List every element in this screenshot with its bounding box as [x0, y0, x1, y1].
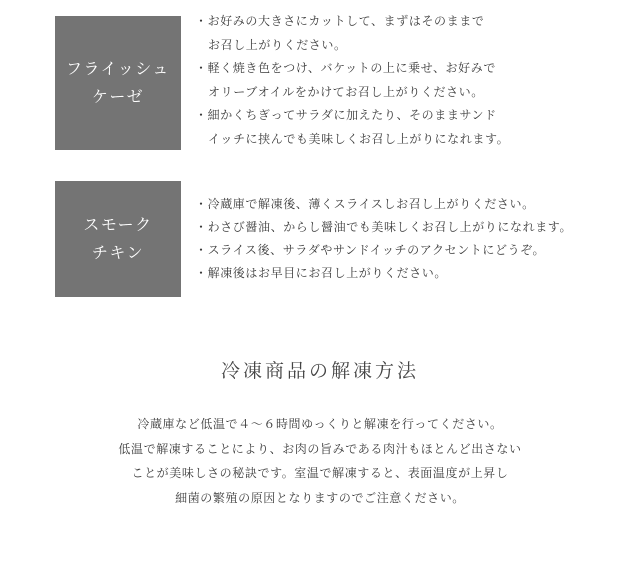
serving-tip: ・わさび醤油、からし醤油でも美味しくお召し上がりになれます。: [195, 220, 573, 234]
description-line: 低温で解凍することにより、お肉の旨みである肉汁もほとんど出さない: [118, 441, 522, 456]
serving-tip-continued: オリーブオイルをかけてお召し上がりください。: [208, 84, 484, 99]
product-name-line-1: フライッシュ: [66, 59, 170, 78]
description-line: 冷蔵庫など低温で４～６時間ゆっくりと解凍を行ってください。: [137, 417, 503, 431]
serving-tip: ・冷蔵庫で解凍後、薄くスライスしお召し上がりください。: [195, 197, 535, 211]
serving-tips-list: [195, 10, 509, 151]
thawing-description: [0, 412, 640, 510]
product-label-box: [55, 16, 181, 150]
serving-tip: ・スライス後、サラダやサンドイッチのアクセントにどうぞ。: [195, 243, 546, 257]
serving-tip-continued: イッチに挟んでも美味しくお召し上がりになれます。: [208, 131, 510, 146]
serving-tip: ・解凍後はお早目にお召し上がりください。: [195, 266, 448, 280]
serving-tip: ・軽く焼き色をつけ、バケットの上に乗せ、お好みで: [195, 61, 496, 75]
product-name-line-2: ケーゼ: [91, 87, 145, 106]
description-line: 細菌の繁殖の原因となりますのでご注意ください。: [175, 490, 465, 505]
serving-tip: ・細かくちぎってサラダに加えたり、そのままサンド: [195, 108, 497, 122]
serving-tip-continued: お召し上がりください。: [208, 37, 347, 52]
description-line: ことが美味しさの秘訣です。室温で解凍すると、表面温度が上昇し: [131, 466, 509, 480]
serving-tip: ・お好みの大きさにカットして、まずはそのままで: [195, 14, 485, 28]
product-label-box: [55, 181, 181, 297]
product-name-line-2: チキン: [91, 243, 145, 262]
section-title: 冷凍商品の解凍方法: [220, 360, 419, 382]
product-name-line-1: スモーク: [83, 215, 153, 234]
serving-tips-list: [195, 193, 572, 285]
